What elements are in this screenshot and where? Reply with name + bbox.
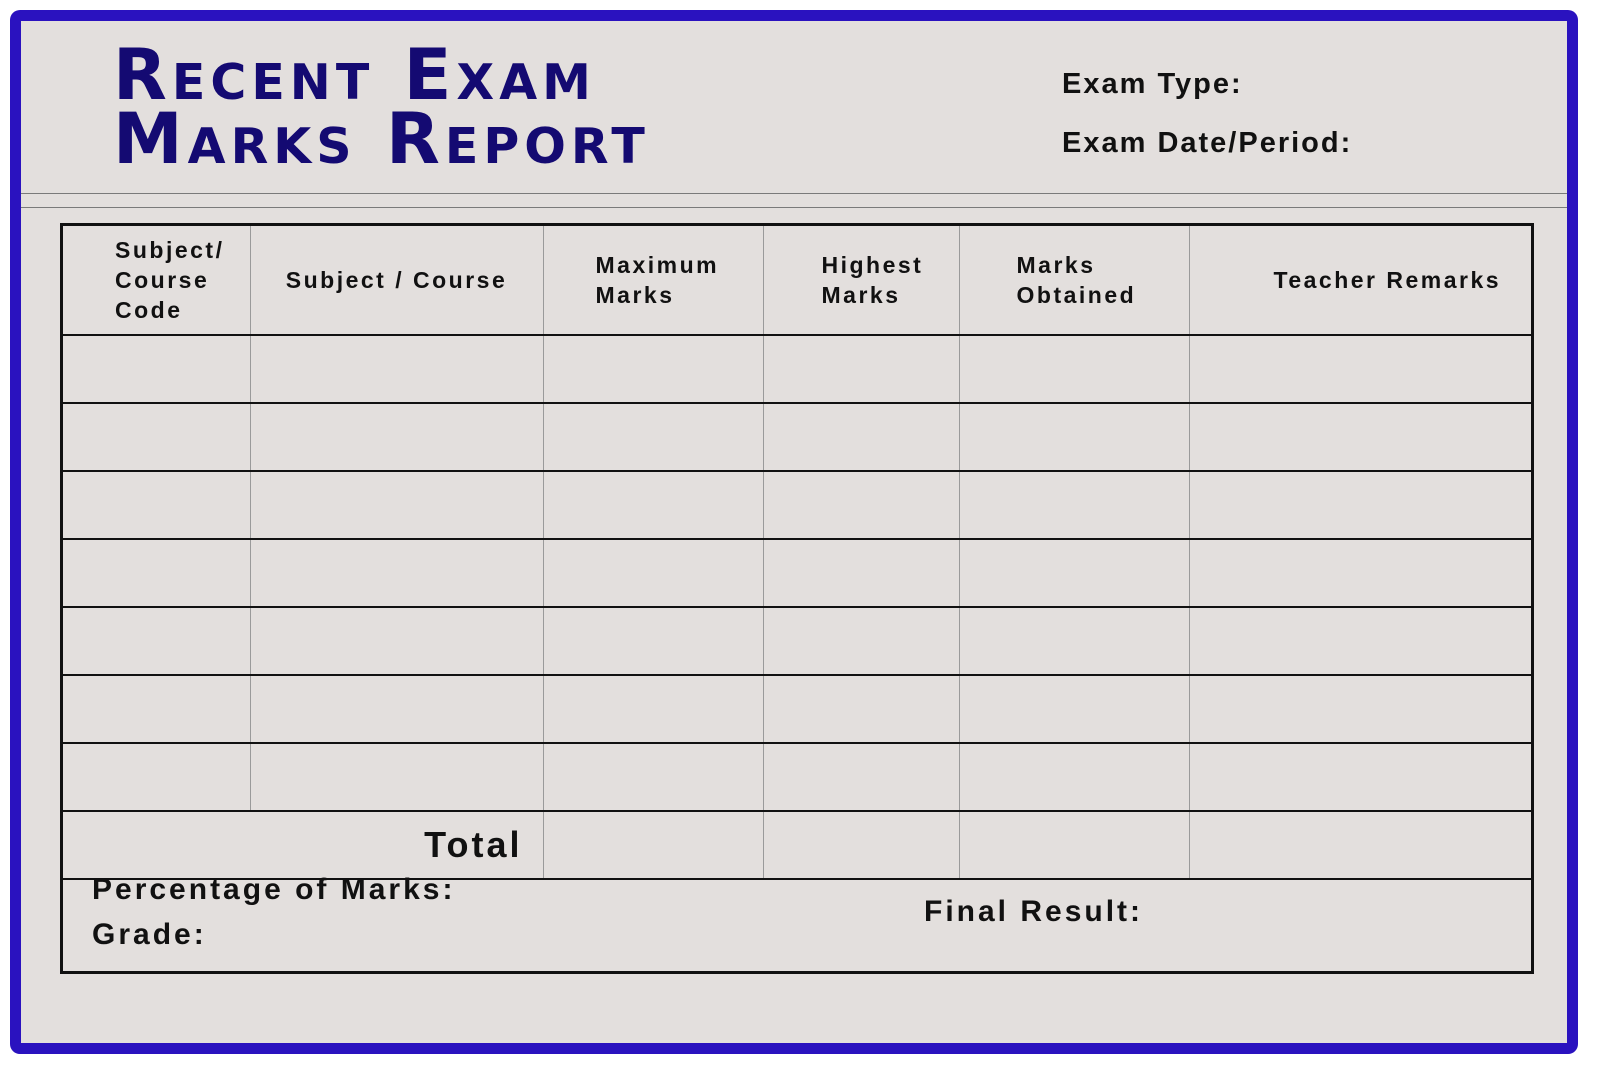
report-footer xyxy=(63,863,1531,971)
grade-label: Grade: xyxy=(92,918,207,951)
cell-maximum-marks[interactable] xyxy=(543,335,763,403)
cell-marks-obtained[interactable] xyxy=(959,471,1189,539)
cell-subject-course[interactable] xyxy=(250,471,543,539)
final-result-label: Final Result: xyxy=(924,895,1144,928)
cell-maximum-marks[interactable] xyxy=(543,675,763,743)
table-row xyxy=(63,471,1531,539)
header-marks-obtained-line: Marks xyxy=(1016,252,1096,278)
header-teacher-remarks-text: Teacher Remarks xyxy=(1273,267,1502,293)
header-maximum-marks-line: Marks xyxy=(595,282,675,308)
cell-highest-marks[interactable] xyxy=(763,539,959,607)
table-row xyxy=(63,607,1531,675)
cell-teacher-remarks[interactable] xyxy=(1189,539,1531,607)
report-card xyxy=(10,10,1578,1054)
table-row xyxy=(63,335,1531,403)
cell-subject-course[interactable] xyxy=(250,335,543,403)
cell-subject-course[interactable] xyxy=(250,607,543,675)
cell-marks-obtained[interactable] xyxy=(959,743,1189,811)
header-marks-obtained xyxy=(959,226,1189,335)
header-divider xyxy=(21,193,1567,194)
header-subject-code xyxy=(63,226,250,335)
cell-subject-course[interactable] xyxy=(250,403,543,471)
cell-maximum-marks[interactable] xyxy=(543,539,763,607)
marks-sheet xyxy=(60,223,1534,974)
header-highest-marks-line: Marks xyxy=(821,282,901,308)
cell-subject-code[interactable] xyxy=(63,403,250,471)
exam-date-label: Exam Date/Period: xyxy=(1062,127,1353,159)
header-subject-course-text: Subject / Course xyxy=(285,267,508,293)
percentage-label: Percentage of Marks: xyxy=(92,873,456,906)
page-title xyxy=(113,34,650,180)
cell-teacher-remarks[interactable] xyxy=(1189,335,1531,403)
cell-marks-obtained[interactable] xyxy=(959,403,1189,471)
title-line-2: Marks Report xyxy=(113,98,650,180)
cell-highest-marks[interactable] xyxy=(763,335,959,403)
table-row xyxy=(63,743,1531,811)
cell-marks-obtained[interactable] xyxy=(959,335,1189,403)
cell-teacher-remarks[interactable] xyxy=(1189,471,1531,539)
header-subject-code-line: Subject/ xyxy=(115,237,225,263)
table-row xyxy=(63,675,1531,743)
marks-table xyxy=(63,226,1531,880)
header-subject-code-line: Course xyxy=(115,267,210,293)
header-subject-code-line: Code xyxy=(115,297,183,323)
cell-highest-marks[interactable] xyxy=(763,743,959,811)
cell-marks-obtained[interactable] xyxy=(959,675,1189,743)
header-teacher-remarks xyxy=(1189,226,1531,335)
header-highest-marks-line: Highest xyxy=(821,252,924,278)
header-maximum-marks xyxy=(543,226,763,335)
header-maximum-marks-line: Maximum xyxy=(595,252,720,278)
cell-subject-course[interactable] xyxy=(250,539,543,607)
table-row xyxy=(63,403,1531,471)
title-line-1: Recent Exam xyxy=(113,34,596,116)
cell-subject-code[interactable] xyxy=(63,607,250,675)
header-marks-obtained-line: Obtained xyxy=(1016,282,1137,308)
cell-highest-marks[interactable] xyxy=(763,403,959,471)
cell-highest-marks[interactable] xyxy=(763,471,959,539)
cell-subject-course[interactable] xyxy=(250,743,543,811)
cell-maximum-marks[interactable] xyxy=(543,471,763,539)
cell-teacher-remarks[interactable] xyxy=(1189,743,1531,811)
table-row xyxy=(63,539,1531,607)
cell-maximum-marks[interactable] xyxy=(543,607,763,675)
marks-table-body xyxy=(63,335,1531,879)
cell-maximum-marks[interactable] xyxy=(543,743,763,811)
cell-marks-obtained[interactable] xyxy=(959,607,1189,675)
cell-subject-code[interactable] xyxy=(63,539,250,607)
total-label: Total xyxy=(63,811,543,879)
cell-subject-course[interactable] xyxy=(250,675,543,743)
cell-subject-code[interactable] xyxy=(63,743,250,811)
header-divider xyxy=(21,207,1567,208)
table-header-row xyxy=(63,226,1531,335)
exam-type-label: Exam Type: xyxy=(1062,68,1243,100)
header-highest-marks xyxy=(763,226,959,335)
cell-teacher-remarks[interactable] xyxy=(1189,675,1531,743)
cell-highest-marks[interactable] xyxy=(763,675,959,743)
cell-teacher-remarks[interactable] xyxy=(1189,607,1531,675)
cell-marks-obtained[interactable] xyxy=(959,539,1189,607)
cell-maximum-marks[interactable] xyxy=(543,403,763,471)
cell-highest-marks[interactable] xyxy=(763,607,959,675)
cell-subject-code[interactable] xyxy=(63,335,250,403)
cell-subject-code[interactable] xyxy=(63,471,250,539)
cell-subject-code[interactable] xyxy=(63,675,250,743)
header-subject-course xyxy=(250,226,543,335)
cell-teacher-remarks[interactable] xyxy=(1189,403,1531,471)
